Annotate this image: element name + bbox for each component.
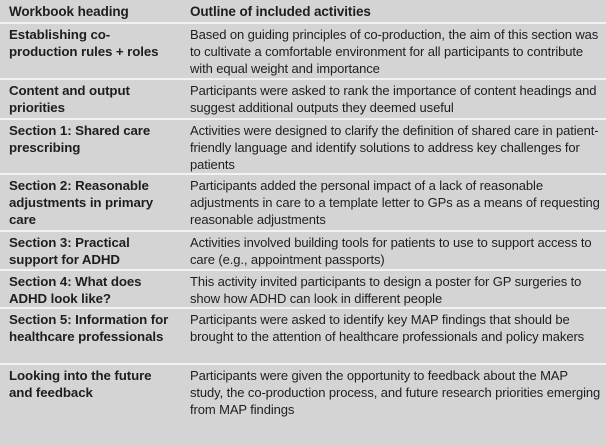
row-outline: Participants added the personal impact of a lack of reasonable adjustments in care to a template letter to GPs as a means of requesting reasonable adjustments	[180, 175, 606, 232]
row-outline: Activities were designed to clarify the definition of shared care in patient-friendly language and identify solutions to address key challenges for patients	[180, 120, 606, 175]
row-heading: Section 5: Information for healthcare professionals	[0, 309, 180, 365]
column-header-outline: Outline of included activities	[180, 0, 606, 24]
row-heading: Establishing co-production rules + roles	[0, 24, 180, 80]
row-heading: Section 2: Reasonable adjustments in primary care	[0, 175, 180, 232]
row-heading: Looking into the future and feedback	[9, 368, 152, 400]
row-outline: Participants were asked to rank the importance of content headings and suggest additional outputs they deemed useful	[180, 80, 606, 120]
row-outline: Activities involved building tools for patients to use to support access to care (e.g., appointment passports)	[180, 232, 606, 271]
column-header-workbook-heading: Workbook heading	[0, 0, 180, 24]
row-heading: Section 1: Shared care prescribing	[0, 120, 180, 175]
row-outline: Based on guiding principles of co-production, the aim of this section was to cultivate a comfortable environment for all participants to contribute with equal weight and importance	[180, 24, 606, 80]
row-heading: Section 4: What does ADHD look like?	[0, 271, 180, 309]
row-heading: Content and output priorities	[0, 80, 180, 120]
row-outline: Participants were given the opportunity to feedback about the MAP study, the co-production process, and future research priorities emerging from MAP findings	[190, 368, 601, 417]
row-outline: This activity invited participants to design a poster for GP surgeries to show how ADHD can look in different people	[180, 271, 606, 309]
row-heading: Section 3: Practical support for ADHD	[0, 232, 180, 271]
row-outline: Participants were asked to identify key MAP findings that should be brought to the attention of healthcare professionals and policy makers	[180, 309, 606, 365]
